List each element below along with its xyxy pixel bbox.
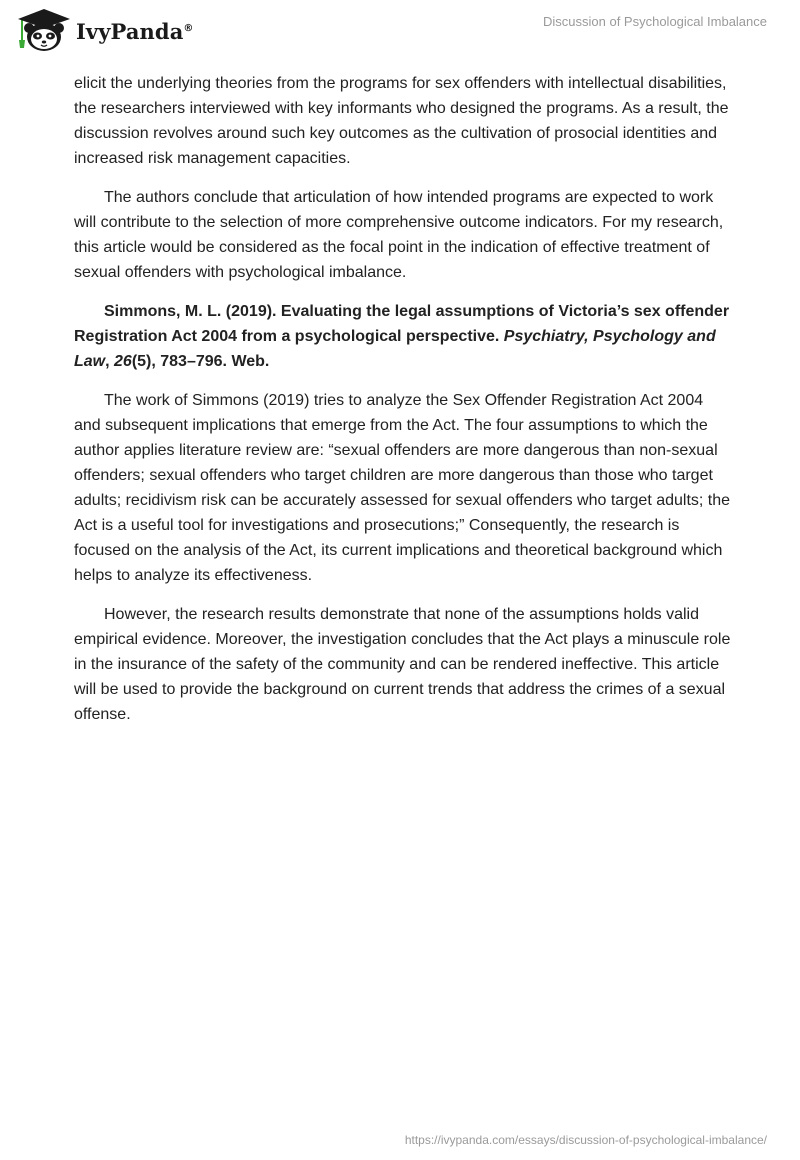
document-title: Discussion of Psychological Imbalance: [543, 14, 767, 29]
brand-name: IvyPanda®: [76, 18, 194, 44]
reference-issue-pages: (5), 783–796. Web.: [131, 353, 270, 370]
essay-body: [74, 71, 734, 741]
page-header: [0, 0, 800, 60]
registered-mark: ®: [183, 22, 194, 34]
footer-url-link[interactable]: https://ivypanda.com/essays/discussion-of-psychological-imbalance/: [404, 1133, 767, 1147]
reference-citation: [74, 299, 734, 374]
brand-logo[interactable]: [14, 6, 194, 54]
reference-journal: Psychiatry, Psychology and Law: [74, 328, 716, 370]
reference-volume: 26: [114, 353, 132, 370]
reference-separator: ,: [105, 353, 115, 370]
paragraph-continuation: elicit the underlying theories from the programs for sex offenders with intellectual disabilities, the researchers interviewed with key informants who designed the programs. As a result, the discussion revolves around such key outcomes as the cultivation of prosocial identities and increased risk management capacities.: [74, 75, 729, 167]
paragraph-conclusion: The authors conclude that articulation of how intended programs are expected to work will contribute to the selection of more comprehensive outcome indicators. For my research, this article would be considered as the focal point in the indication of effective treatment of sexual offenders with psychological imbalance.: [74, 189, 724, 281]
paragraph-simmons-summary: The work of Simmons (2019) tries to analyze the Sex Offender Registration Act 2004 and subsequent implications that emerge from the Act. The four assumptions to which the author applies literature review are: “sexual offenders are more dangerous than non-sexual offenders; sexual offenders who target children are more dangerous than those who target adults; recidivism risk can be accurately assessed for sexual offenders who target adults; the Act is a useful tool for investigations and prosecutions;” Consequently, the research is focused on the analysis of the Act, its current implications and theoretical background which helps to analyze its effectiveness.: [74, 392, 731, 584]
panda-graduation-cap-icon: [14, 6, 72, 54]
paragraph-simmons-results: However, the research results demonstrate that none of the assumptions holds valid empirical evidence. Moreover, the investigation concludes that the Act plays a minuscule role in the insurance of the safety of the community and can be rendered ineffective. This article will be used to provide the background on current trends that address the crimes of a sexual offense.: [74, 606, 731, 723]
reference-main: Simmons, M. L. (2019). Evaluating the legal assumptions of Victoria’s sex offender Registration Act 2004 from a psychological perspective.: [74, 303, 730, 345]
